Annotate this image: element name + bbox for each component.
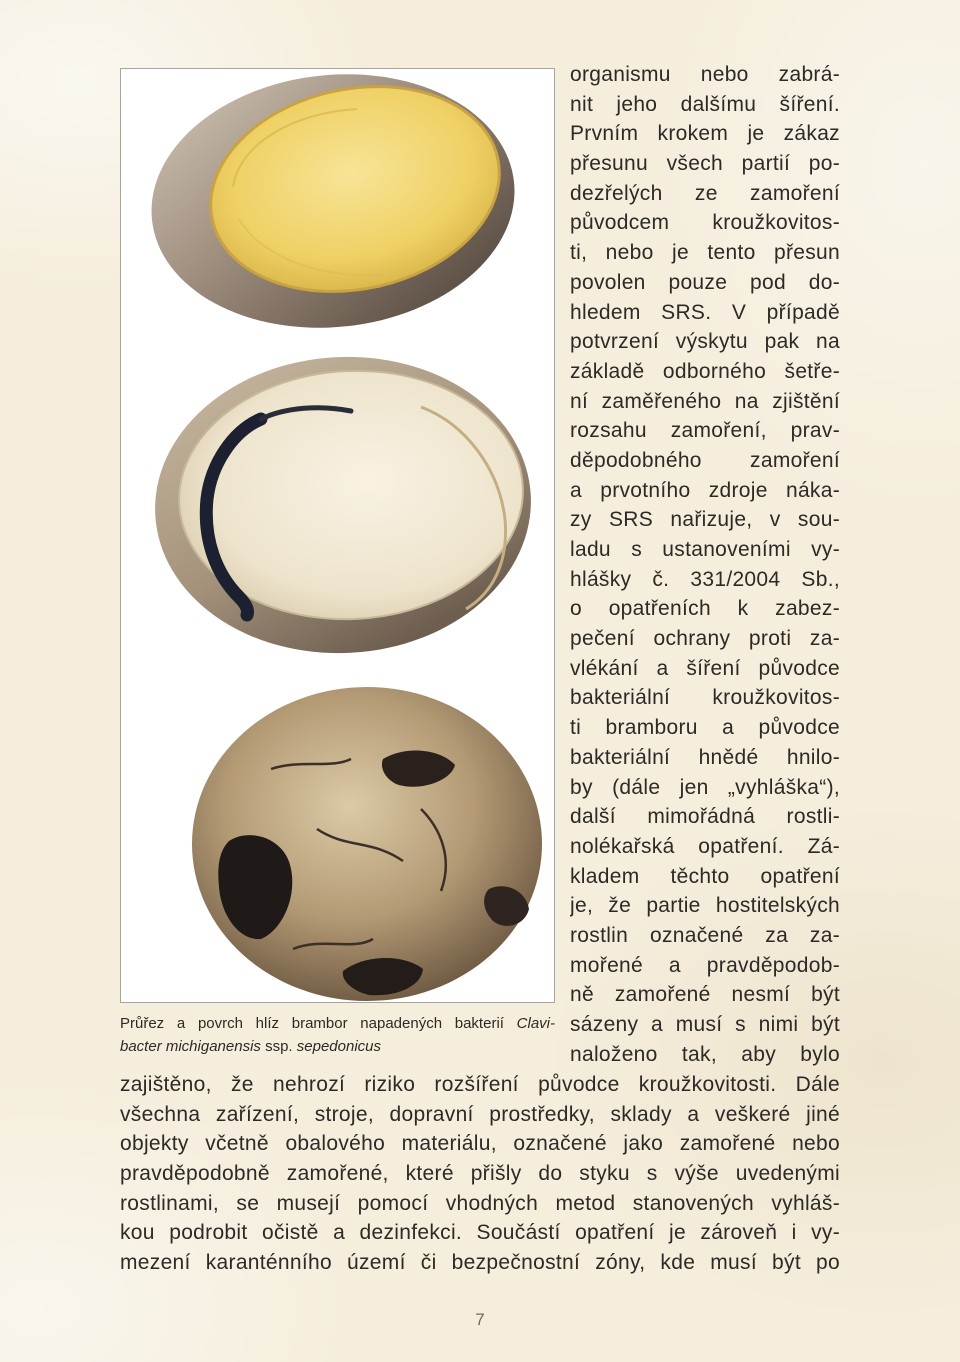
column-text-line: Prvním krokem je zákaz (570, 122, 840, 146)
column-text-line: by (dále jen „vyhláška“), (570, 775, 840, 799)
column-text-line: hlášky č. 331/2004 Sb., (570, 567, 840, 591)
column-text-line: a prvotního zdroje náka- (570, 478, 840, 502)
potato-middle (148, 347, 539, 662)
figure-photo (121, 69, 554, 1002)
column-text-line: základě odborného šetře- (570, 359, 840, 383)
potato-bottom (192, 687, 542, 1001)
body-text-line: objekty včetně obalového materiálu, označené jako zamořené nebo (120, 1132, 840, 1156)
body-text-line: mezení karanténního území či bezpečnostní zóny, kde musí být po (120, 1251, 840, 1275)
column-text-line: sázeny a musí s nimi být (570, 1013, 840, 1036)
column-text-line: zy SRS nařizuje, v sou- (570, 508, 840, 532)
full-width-text (120, 1070, 840, 1278)
column-text-line: ti, nebo je tento přesun (570, 241, 840, 265)
body-text-line: rostlinami, se musejí pomocí vhodných metod stanovených vyhláš- (120, 1191, 840, 1215)
column-text-line: ně zamořené nesmí být (570, 983, 840, 1007)
column-text-line: ladu s ustanoveními vy- (570, 538, 840, 561)
potato-top (139, 69, 527, 345)
column-text-line: nolékařská opatření. Zá- (570, 834, 840, 858)
column-text-line: organismu nebo zabrá- (570, 63, 840, 86)
column-text-line: potvrzení výskytu pak na (570, 330, 840, 354)
column-text-line: původcem kroužkovitos- (570, 211, 840, 235)
column-text-line: vlékání a šíření původce (570, 656, 840, 680)
column-text-line: o opatřeních k zabez- (570, 597, 840, 621)
column-text-line: přesunu všech partií po- (570, 152, 840, 176)
column-text-line: nit jeho dalšímu šíření. (570, 92, 840, 116)
column-text-line: naloženo tak, aby bylo (570, 1042, 840, 1066)
caption-species-name: Clavi- (516, 1015, 555, 1032)
caption-species-name: bacter michiganensis (120, 1038, 261, 1055)
caption-text: ssp. (260, 1038, 297, 1055)
column-text-line: je, že partie hostitelských (570, 894, 840, 918)
column-text-line: kladem těchto opatření (570, 864, 840, 888)
column-text-line: další mimořádná rostli- (570, 805, 840, 829)
column-text-line: povolen pouze pod do- (570, 270, 840, 294)
column-text-line: ti bramboru a původce (570, 716, 840, 740)
figure-photo-frame (120, 68, 555, 1003)
figure-caption-line (120, 1012, 555, 1035)
column-text-line: pečení ochrany proti za- (570, 627, 840, 651)
column-text-line: hledem SRS. V případě (570, 300, 840, 324)
body-text-line: všechna zařízení, stroje, dopravní prostředky, sklady a veškeré jiné (120, 1102, 840, 1126)
body-text-line: pravděpodobně zamořené, které přišly do styku s výše uvedenými (120, 1162, 840, 1186)
figure-caption-line (120, 1035, 555, 1058)
body-text-line: kou podrobit očistě a dezinfekci. Součástí opatření je zároveň i vy- (120, 1221, 840, 1245)
column-text-line: rostlin označené za za- (570, 923, 840, 947)
column-text-line: bakteriální hnědé hnilo- (570, 745, 840, 769)
column-text-line: mořené a pravděpodob- (570, 953, 840, 977)
body-text-line: zajištěno, že nehrozí riziko rozšíření původce kroužkovitosti. Dále (120, 1073, 840, 1096)
column-text-line: ní zaměřeného na zjištění (570, 389, 840, 413)
caption-text: Průřez a povrch hlíz brambor napadených bakterií (120, 1015, 517, 1032)
figure-caption (120, 1012, 555, 1058)
column-text-line: bakteriální kroužkovitos- (570, 686, 840, 710)
page-number: 7 (475, 1310, 485, 1329)
column-text-line: děpodobného zamoření (570, 448, 840, 472)
right-column-text (570, 60, 840, 1069)
caption-species-name: sepedonicus (296, 1038, 381, 1055)
column-text-line: dezřelých ze zamoření (570, 181, 840, 205)
column-text-line: rozsahu zamoření, prav- (570, 419, 840, 443)
